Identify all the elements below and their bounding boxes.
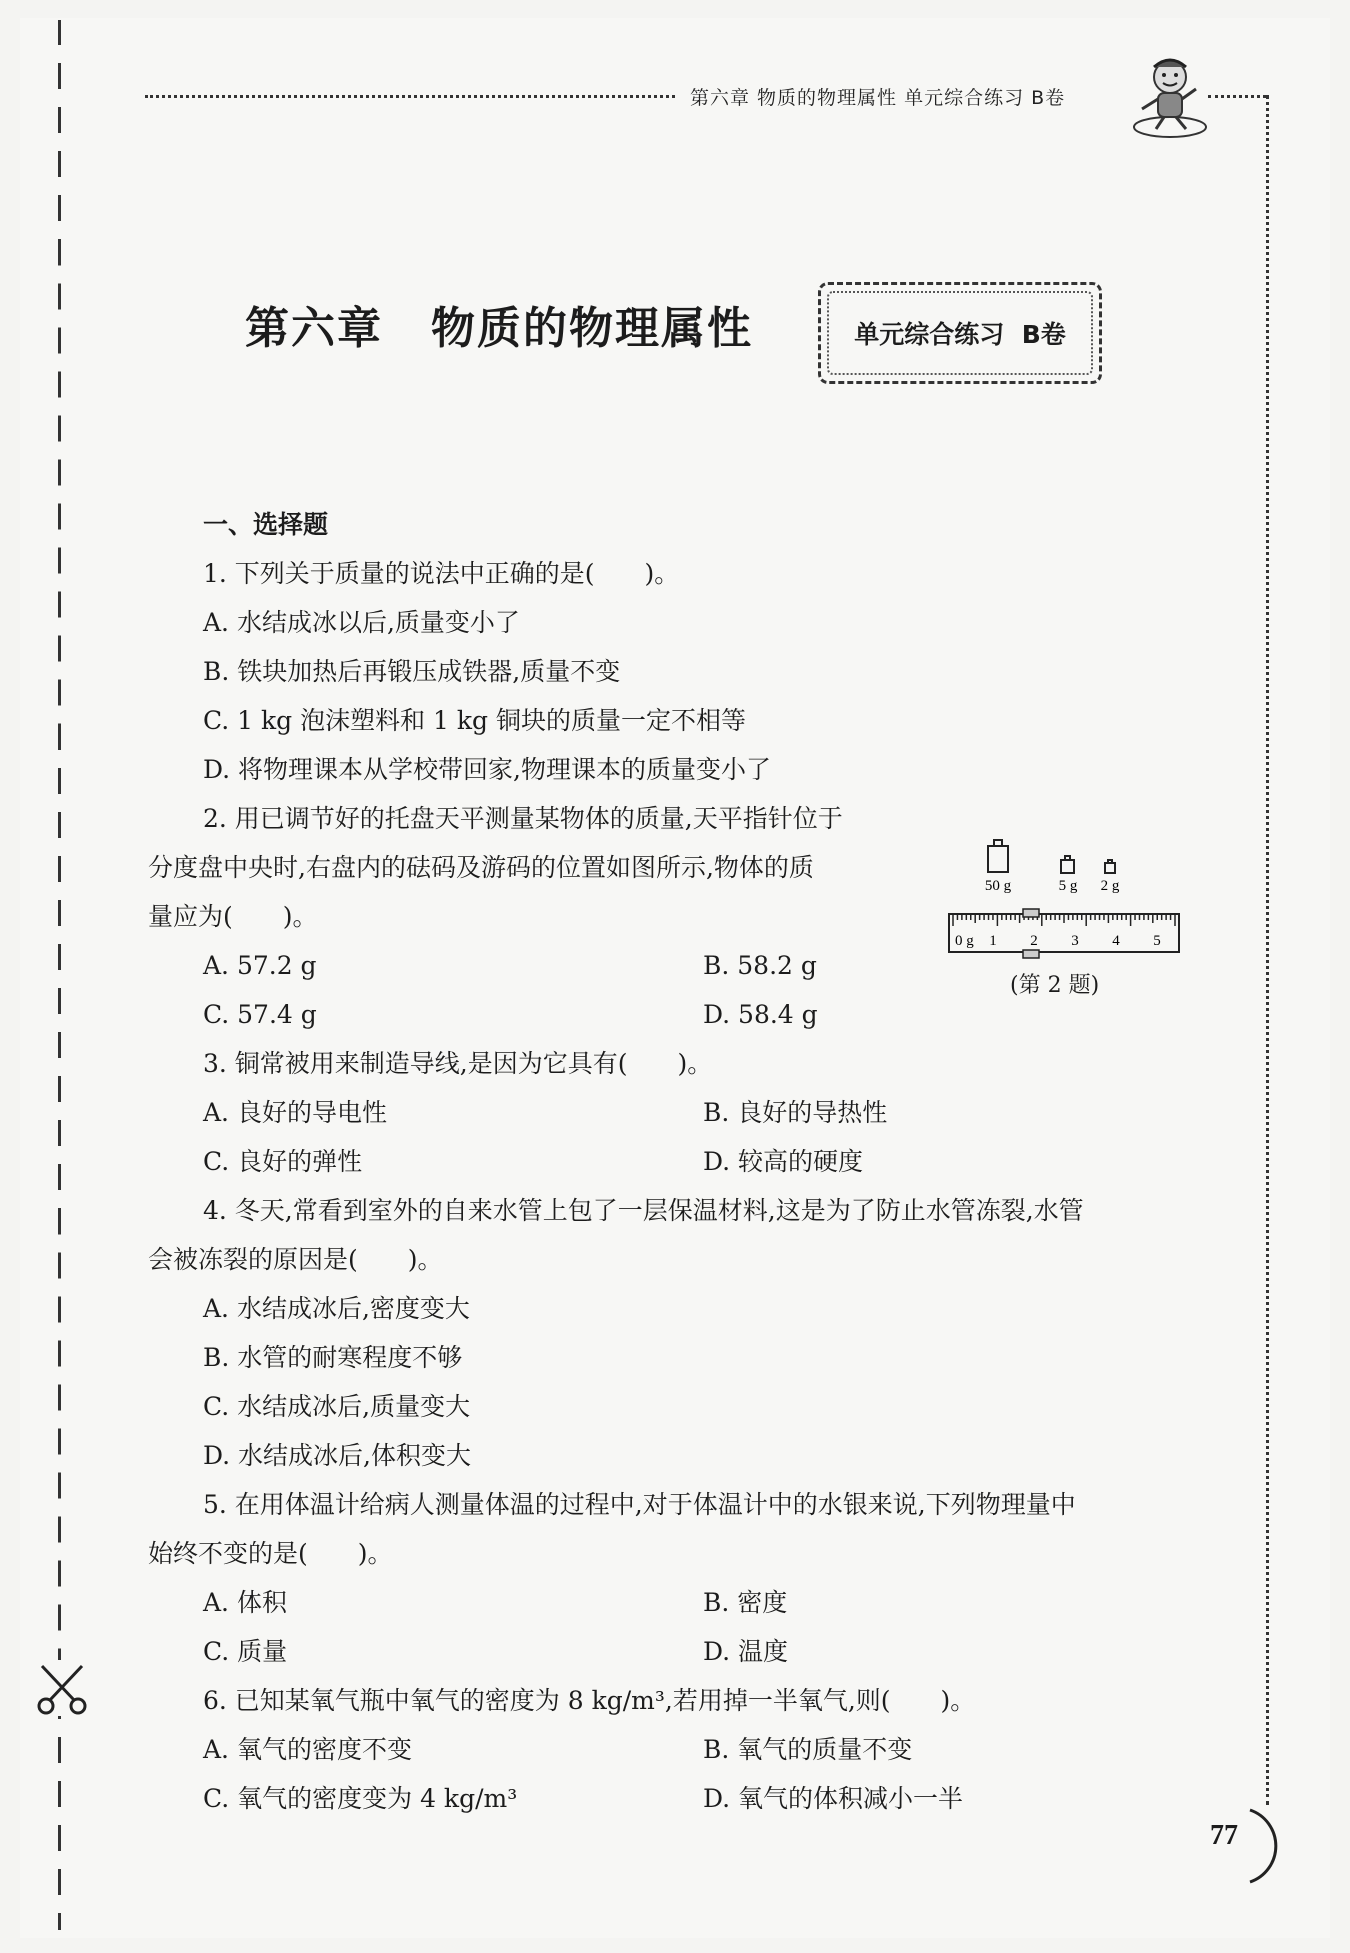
figure-caption: (第 2 题) [1010,973,1100,998]
question-3-option-b: B. 良好的导热性 [703,1098,888,1127]
question-2-stem-line3: 量应为( )。 [148,902,318,931]
question-3-option-a: A. 良好的导电性 [203,1098,387,1127]
question-2-stem-line2: 分度盘中央时,右盘内的砝码及游码的位置如图所示,物体的质 [148,853,814,882]
question-5-options [203,1578,1208,1676]
question-5-option-c: C. 质量 [203,1637,288,1666]
question-5-option-d: D. 温度 [703,1637,789,1666]
question-5-stem-line2: 始终不变的是( )。 [148,1539,393,1568]
question-4-option-d: D. 水结成冰后,体积变大 [203,1441,471,1470]
question-1-option-a: A. 水结成冰以后,质量变小了 [203,608,520,637]
scale-label-5: 5 [1153,933,1161,949]
question-3-option-d: D. 较高的硬度 [703,1147,864,1176]
question-5-stem-line1: 5. 在用体温计给病人测量体温的过程中,对于体温计中的水银来说,下列物理量中 [203,1490,1076,1519]
scissors-icon [34,1660,90,1716]
question-2-option-b: B. 58.2 g [703,951,817,980]
question-2-stem-line1: 2. 用已调节好的托盘天平测量某物体的质量,天平指针位于 [203,804,843,833]
question-6-option-a: A. 氧气的密度不变 [203,1735,412,1764]
header-rule [145,95,675,98]
rider-top-icon [1023,909,1039,917]
question-list [148,500,1208,1823]
scale-label-4: 4 [1112,933,1120,949]
chapter-number: 第六章 [245,303,383,354]
question-5-option-a: A. 体积 [203,1588,287,1617]
scale-label-1: 1 [989,933,997,949]
question-4-option-a: A. 水结成冰后,密度变大 [203,1294,470,1323]
question-3-stem: 3. 铜常被用来制造导线,是因为它具有( )。 [203,1049,713,1078]
question-2 [148,794,928,941]
header-rule-right [1208,95,1266,98]
chapter-name: 物质的物理属性 [431,303,753,354]
question-1-option-b: B. 铁块加热后再锻压成铁器,质量不变 [203,657,621,686]
question-2-option-c: C. 57.4 g [203,1000,317,1029]
page-number-badge [1200,1800,1290,1890]
weight-50g-icon [988,840,1008,872]
rider-bottom-icon [1023,950,1039,958]
question-1-option-c: C. 1 kg 泡沫塑料和 1 kg 铜块的质量一定不相等 [203,706,746,735]
section-title: 一、选择题 [203,510,329,539]
question-2-option-d: D. 58.4 g [703,1000,818,1029]
scale-label-2: 2 [1030,933,1038,949]
question-4-stem-line2: 会被冻裂的原因是( )。 [148,1245,443,1274]
question-6-stem: 6. 已知某氧气瓶中氧气的密度为 8 kg/m³,若用掉一半氧气,则( )。 [203,1686,976,1715]
volume-label: B卷 [1021,320,1066,349]
scale-label-3: 3 [1071,933,1079,949]
question-1-stem: 1. 下列关于质量的说法中正确的是( )。 [203,559,680,588]
chapter-title [245,292,753,356]
question-6-option-c: C. 氧气的密度变为 4 kg/m³ [203,1784,518,1813]
question-4-option-c: C. 水结成冰后,质量变大 [203,1392,471,1421]
question-4-option-b: B. 水管的耐寒程度不够 [203,1343,463,1372]
question-6-option-d: D. 氧气的体积减小一半 [703,1784,964,1813]
scale-label-0: 0 g [955,933,974,949]
weight-5g-label: 5 g [1058,878,1078,894]
question-2-option-a: A. 57.2 g [203,951,317,980]
weight-50g-label: 50 g [984,878,1012,894]
weight-2g-label: 2 g [1100,878,1120,894]
question-1-option-d: D. 将物理课本从学校带回家,物理课本的质量变小了 [203,755,771,784]
question-3-options [203,1088,1208,1186]
question-4-stem-line1: 4. 冬天,常看到室外的自来水管上包了一层保温材料,这是为了防止水管冻裂,水管 [203,1196,1084,1225]
weight-2g-icon [1105,860,1115,873]
question-6-options [203,1725,1208,1823]
question-3-option-c: C. 良好的弹性 [203,1147,363,1176]
question-5-option-b: B. 密度 [703,1588,788,1617]
mascot-illustration [1130,55,1210,140]
weight-5g-icon [1061,856,1074,873]
unit-badge [818,282,1102,384]
margin-rule [1266,95,1269,1805]
unit-label: 单元综合练习 [854,320,1005,349]
cut-line [58,20,61,1930]
running-header: 第六章 物质的物理属性 单元综合练习 B卷 [690,87,1066,109]
page-number: 77 [1210,1820,1238,1851]
question-6-option-b: B. 氧气的质量不变 [703,1735,913,1764]
